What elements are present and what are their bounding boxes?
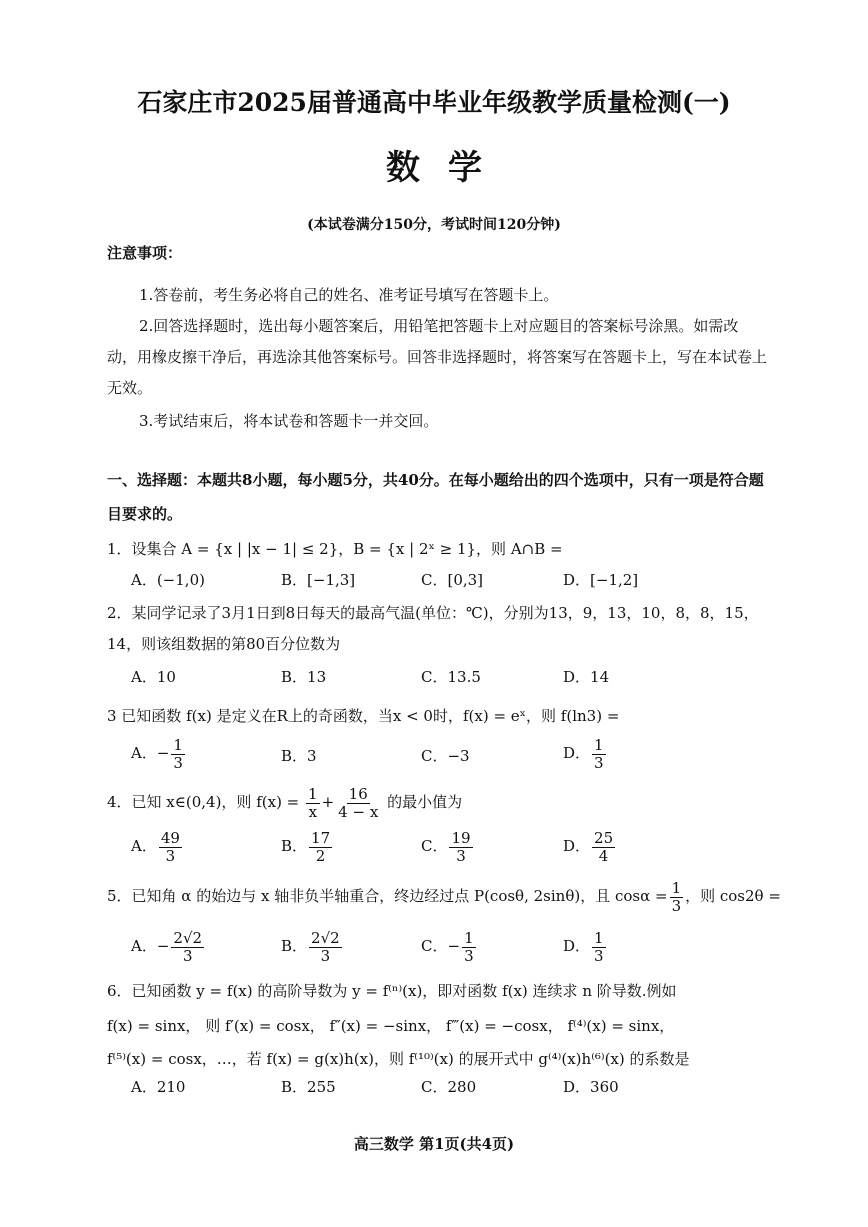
fraction: $\frac{1}{3}$	[594, 929, 604, 965]
fraction: $\frac{2√2}{3}$	[173, 929, 203, 965]
fraction: $\frac{19}{3}$	[451, 829, 471, 865]
exam-title: 石家庄市2025届普通高中毕业年级教学质量检测(一)	[137, 88, 731, 117]
fraction: $\frac{1}{3}$	[671, 879, 682, 915]
q4-option-a: A． $\frac{49}{3}$	[131, 829, 180, 865]
fraction: $\frac{25}{4}$	[594, 829, 614, 865]
q3-option-d: D． $\frac{1}{3}$	[563, 736, 604, 772]
question-6-line1: 6．已知函数 y = f(x) 的高阶导数为 y = f⁽ⁿ⁾(x)，即对函数 f(x) 连续求 n 阶导数.例如	[107, 982, 677, 1000]
exam-info: (本试卷满分150分，考试时间120分钟)	[307, 217, 561, 233]
notice-item-3: 3.考试结束后，将本试卷和答题卡一并交回。	[139, 412, 439, 430]
q4-option-b: B． $\frac{17}{2}$	[281, 829, 331, 865]
question-2-stem-line2: 14，则该组数据的第80百分位数为	[107, 635, 341, 653]
q5-option-a: A．− $\frac{2√2}{3}$	[131, 929, 203, 965]
notice-item-2: 2.回答选择题时，选出每小题答案后，用铅笔把答题卡上对应题目的答案标号涂黑。如需改动，用橡皮擦干净后，再选涂其他答案标号。回答非选择题时，将答案写在答题卡上，写在本试卷上无效。	[107, 317, 768, 397]
fraction: $\frac{1}{x}$	[308, 785, 318, 821]
fraction: $\frac{49}{3}$	[160, 829, 180, 865]
q1-option-a: A．(−1,0)	[131, 571, 205, 589]
q1-option-d: D．[−1,2]	[563, 571, 639, 589]
q2-option-d: D．14	[563, 668, 610, 686]
q1-option-b: B．[−1,3]	[281, 571, 356, 589]
q6-option-c: C．280	[421, 1078, 477, 1096]
fraction: $\frac{1}{3}$	[173, 736, 183, 772]
fraction: $\frac{16}{4 - x}$	[338, 785, 379, 821]
q6-option-b: B．255	[281, 1078, 336, 1096]
q5-option-c: C．− $\frac{1}{3}$	[421, 929, 474, 965]
q2-option-b: B．13	[281, 668, 327, 686]
q3-option-c: C．−3	[421, 747, 470, 765]
fraction: $\frac{1}{3}$	[464, 929, 474, 965]
notice-heading: 注意事项：	[107, 244, 183, 262]
q3-option-a: A．− $\frac{1}{3}$	[131, 736, 183, 772]
question-1-stem: 1．设集合 A = {x | |x − 1| ≤ 2}，B = {x | 2ˣ ≥ 1}，则 A∩B =	[107, 540, 563, 558]
fraction: $\frac{17}{2}$	[311, 829, 331, 865]
question-5-stem: 5．已知角 α 的始边与 x 轴非负半轴重合，终边经过点 P(cosθ, 2sinθ)，且 cosα = $\frac{1}{3}$ ，则 cos2θ =	[107, 879, 781, 915]
q2-option-c: C．13.5	[421, 668, 481, 686]
question-6-line2: f(x) = sinx， 则 f′(x) = cosx， f″(x) = −sinx， f‴(x) = −cosx， f⁽⁴⁾(x) = sinx，	[107, 1017, 675, 1035]
question-2-stem-line1: 2．某同学记录了3月1日到8日每天的最高气温(单位：℃)，分别为13，9，13，10，8，8，15，	[107, 604, 759, 622]
notice-item-1: 1.答卷前，考生务必将自己的姓名、准考证号填写在答题卡上。	[139, 286, 559, 304]
fraction: $\frac{2√2}{3}$	[311, 929, 340, 965]
q5-option-d: D． $\frac{1}{3}$	[563, 929, 604, 965]
question-3-stem: 3 已知函数 f(x) 是定义在R上的奇函数，当x < 0时，f(x) = eˣ，则 f(ln3) =	[107, 707, 620, 725]
section-heading: 一、选择题：本题共8小题，每小题5分，共40分。在每小题给出的四个选项中，只有一项是符合题目要求的。	[107, 471, 764, 523]
q6-option-a: A．210	[131, 1078, 186, 1096]
q4-option-d: D． $\frac{25}{4}$	[563, 829, 614, 865]
question-6-line3: f⁽⁵⁾(x) = cosx，…，若 f(x) = g(x)h(x)，则 f⁽¹⁰⁾(x) 的展开式中 g⁽⁴⁾(x)h⁽⁶⁾(x) 的系数是	[107, 1050, 690, 1068]
q6-option-d: D．360	[563, 1078, 619, 1096]
q1-option-c: C．[0,3]	[421, 571, 484, 589]
fraction: $\frac{1}{3}$	[594, 736, 604, 772]
q5-option-b: B． $\frac{2√2}{3}$	[281, 929, 340, 965]
q4-option-c: C． $\frac{19}{3}$	[421, 829, 471, 865]
q2-option-a: A．10	[131, 668, 176, 686]
subject-title: 数学	[386, 148, 510, 188]
page-footer: 高三数学 第1页(共4页)	[353, 1135, 515, 1153]
question-4-stem: 4．已知 x∈(0,4)，则 f(x) = $\frac{1}{x}$ + $\frac{16}{4 - x}$ 的最小值为	[107, 785, 463, 821]
q3-option-b: B．3	[281, 747, 317, 765]
